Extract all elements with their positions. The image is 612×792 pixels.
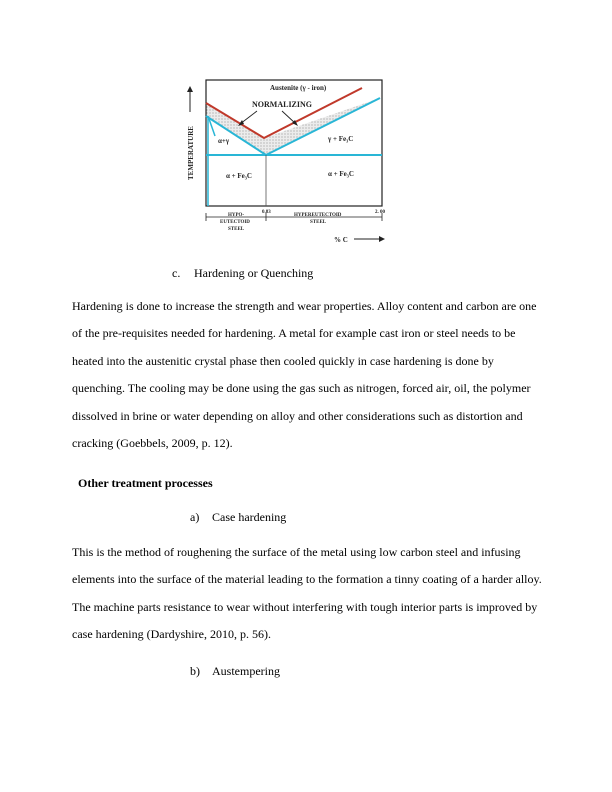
case-hardening-paragraph: This is the method of roughening the surface of the metal using low carbon steel and infusing elements into the surface of the material leading to the formation a tinny coating of a harder alloy. The machine parts resistance to wear without interfering with tough interior parts is improved by case hardening (Dardyshire, 2010, p. 56). bbox=[72, 545, 542, 642]
hyper-label-2: STEEL bbox=[310, 220, 327, 225]
phase-diagram-svg bbox=[182, 76, 392, 248]
tick-2-00: 2. 00 bbox=[375, 210, 385, 215]
other-treatment-heading: Other treatment processes bbox=[78, 476, 213, 490]
x-axis-arrowhead bbox=[379, 236, 385, 242]
heading-c bbox=[172, 266, 313, 280]
hardening-paragraph: Hardening is done to increase the strength and wear properties. Alloy content and carbon are one of the pre-requisites needed for hardening. A metal for example cast iron or steel needs to be heated into the austenitic crystal phase then cooled quickly in case hardening is done by quenching. The cooling may be done using the gas such as nitrogen, forced air, oil, the polymer dissolved in brine or water depending on alloy and other considerations such as distortion and cracking (Goebbels, 2009, p. 12). bbox=[72, 299, 537, 451]
normalizing-label: NORMALIZING bbox=[252, 100, 313, 109]
hyper-label-1: HYPEREUTECTOID bbox=[294, 213, 342, 218]
x-axis-label: % C bbox=[334, 236, 348, 244]
heading-b-marker: b) bbox=[190, 664, 200, 678]
y-axis-label: TEMPERATURE bbox=[187, 126, 195, 180]
hypo-label-2: EUTECTOID bbox=[220, 220, 250, 225]
heading-a bbox=[190, 510, 286, 524]
hypo-label-3: STEEL bbox=[228, 227, 245, 232]
austenite-label: Austenite (γ - iron) bbox=[270, 84, 327, 92]
heading-b-title: Austempering bbox=[212, 664, 280, 678]
tick-0-83: 0.83 bbox=[262, 210, 271, 215]
hypo-label-1: HYPO- bbox=[228, 213, 245, 218]
heading-b bbox=[190, 664, 280, 678]
heading-a-marker: a) bbox=[190, 510, 200, 524]
gamma-fe3c-label: γ + Fe₃C bbox=[328, 135, 354, 143]
plot-frame bbox=[206, 80, 382, 206]
alpha-fe3c-right-label: α + Fe₃C bbox=[328, 170, 354, 178]
alpha-fe3c-left-label: α + Fe₃C bbox=[226, 172, 252, 180]
heading-c-marker: c. bbox=[172, 266, 181, 280]
iron-carbon-phase-diagram bbox=[182, 76, 392, 248]
alpha-gamma-label: α+γ bbox=[218, 137, 230, 145]
heading-c-title: Hardening or Quenching bbox=[194, 266, 314, 280]
y-axis-arrowhead bbox=[187, 86, 193, 92]
heading-a-title: Case hardening bbox=[212, 510, 287, 524]
